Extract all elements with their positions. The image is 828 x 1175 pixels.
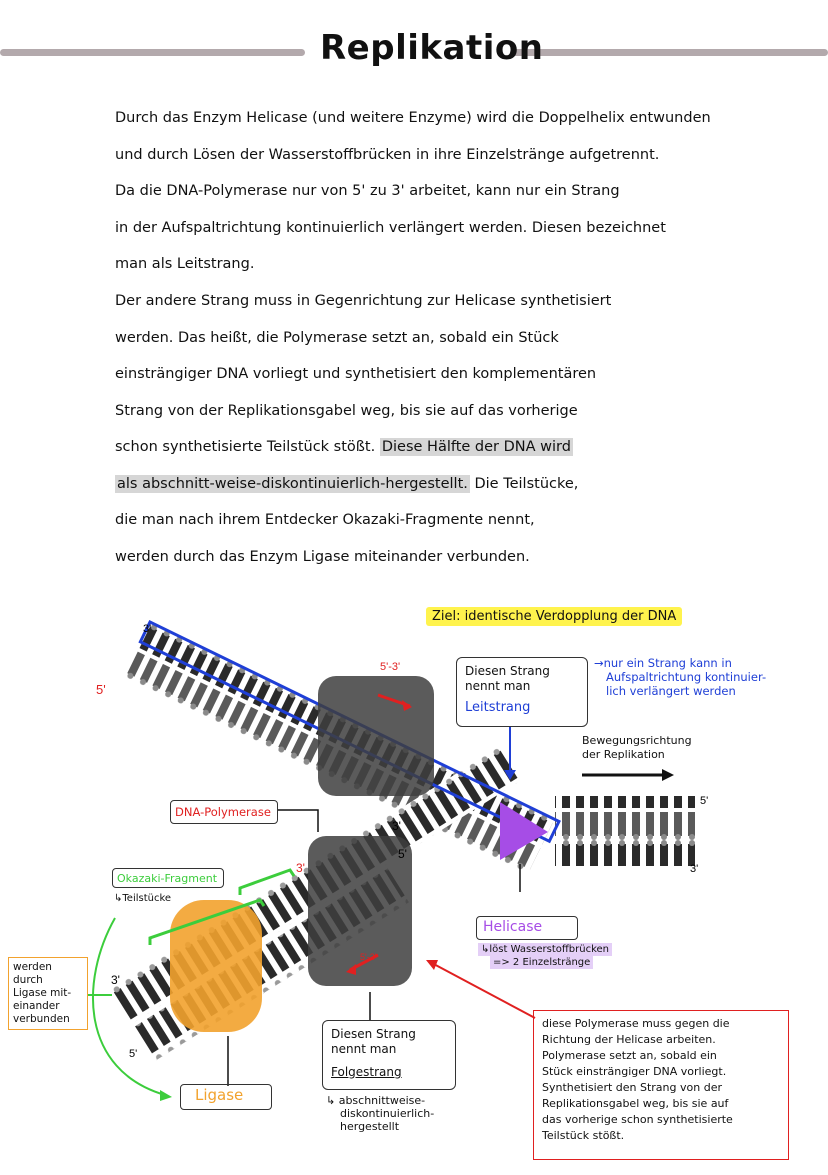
note-line: Stück einsträngiger DNA vorliegt. [542, 1065, 727, 1078]
p1-line: Da die DNA-Polymerase nur von 5' zu 3' arbeitet, kann nur ein Strang [115, 183, 620, 199]
folge-note [326, 1094, 434, 1133]
prime-label: 5' [96, 682, 106, 697]
helicase-label: Helicase [476, 916, 578, 940]
movement-arrowhead [662, 769, 674, 781]
prime-label: 3' [143, 623, 152, 635]
p2-line [115, 429, 735, 466]
p2-line: werden. Das heißt, die Polymerase setzt an, sobald ein Stück [115, 329, 559, 346]
p2-line: Strang von der Replikationsgabel weg, bis sie auf das vorherige [115, 402, 578, 419]
p2-line: Der andere Strang muss in Gegenrichtung zur Helicase synthetisiert [115, 293, 612, 309]
replication-diagram [0, 600, 828, 1171]
p1-line: man als Leitstrang. [115, 256, 255, 272]
note-line: →nur ein Strang kann in [594, 656, 732, 670]
note-line: Synthetisiert den Strang von der [542, 1081, 722, 1094]
box-text: Diesen Strang [465, 664, 550, 678]
movement-label [582, 734, 692, 762]
box-text: nennt man [465, 679, 531, 693]
leit-note [594, 656, 794, 698]
prime-label: 5'-3' [380, 661, 401, 673]
note-line: der Replikation [582, 748, 665, 761]
note-line: => 2 Einzelstränge [490, 956, 593, 969]
ligase-curve-arrowhead [160, 1090, 172, 1101]
note-line: diskontinuierlich- [340, 1107, 435, 1120]
note-line: Richtung der Helicase arbeiten. [542, 1033, 716, 1046]
red-note-pointer [430, 962, 535, 1018]
p2-text: schon synthetisierte Teilstück stößt. [115, 439, 376, 455]
prime-label: 3' [296, 861, 305, 875]
red-note [533, 1010, 789, 1160]
page-title: Replikation [320, 28, 544, 68]
note-line: Aufspaltrichtung kontinuier- [606, 670, 767, 684]
p2-line: werden durch das Enzym Ligase miteinander verbunden. [115, 548, 530, 565]
note-line: Teilstück stößt. [542, 1129, 625, 1142]
polymerase-upper [318, 676, 434, 796]
note-line: ↳ abschnittweise- [326, 1094, 426, 1107]
note-line: verbunden [13, 1013, 70, 1025]
note-line: Ligase mit- [13, 987, 72, 999]
note-line: werden durch [13, 961, 52, 986]
goal-label: Ziel: identische Verdopplung der DNA [426, 607, 682, 626]
prime-label: 3' [690, 863, 699, 875]
note-line: Polymerase setzt an, sobald ein [542, 1049, 717, 1062]
prime-label: 3' [111, 973, 120, 987]
helicase-note [478, 943, 612, 969]
okazaki-sub: ↳Teilstücke [114, 893, 172, 904]
p2-line: einsträngiger DNA vorliegt und synthetisiert den komplementären [115, 366, 597, 382]
note-line: diese Polymerase muss gegen die [542, 1017, 730, 1030]
okazaki-label: Okazaki-Fragment [112, 868, 224, 888]
p2-line [115, 466, 735, 503]
note-line: Replikationsgabel weg, bis sie auf [542, 1097, 729, 1110]
p2-text: Die Teilstücke, [474, 475, 579, 492]
polymerase-label: DNA-Polymerase [170, 800, 278, 824]
ligase-note [8, 957, 88, 1030]
highlight-text: Diese Hälfte der DNA wird [381, 439, 571, 455]
header-line-right [510, 49, 828, 56]
p1-line: Durch das Enzym Helicase (und weitere Enzyme) wird die Doppelhelix entwunden [115, 110, 711, 126]
polymerase-connector [278, 810, 318, 832]
prime-label: 5' [129, 1048, 138, 1060]
note-line: ↳löst Wasserstoffbrücken [478, 943, 612, 956]
prime-label: 5' [700, 795, 709, 807]
folgestrang-answer: Folgestrang [331, 1065, 402, 1079]
box-text: nennt man [331, 1042, 397, 1056]
note-line: hergestellt [340, 1120, 400, 1133]
note-line: einander [13, 1000, 60, 1012]
prime-label: 5'-3' [360, 952, 377, 962]
highlight-text: als abschnitt-weise-diskontinuierlich-hergestellt. [117, 475, 468, 492]
leitstrang-box [456, 657, 588, 727]
ligase-shape [170, 900, 262, 1032]
paragraph-2 [115, 283, 735, 575]
header-line-left [0, 49, 305, 56]
note-line: Bewegungsrichtung [582, 734, 692, 747]
note-line: lich verlängert werden [606, 684, 736, 698]
parent-helix [555, 796, 695, 866]
folgestrang-box [322, 1020, 456, 1090]
note-line: das vorherige schon synthetisierte [542, 1113, 733, 1126]
ligase-label: Ligase [180, 1084, 272, 1110]
leitstrang-answer: Leitstrang [465, 700, 531, 715]
prime-label: 5' [398, 847, 407, 861]
box-text: Diesen Strang [331, 1027, 416, 1041]
p1-line: und durch Lösen der Wasserstoffbrücken in ihre Einzelstränge aufgetrennt. [115, 146, 660, 163]
prime-label: 3' [392, 819, 401, 833]
p1-line: in der Aufspaltrichtung kontinuierlich verlängert werden. Diesen bezeichnet [115, 219, 666, 236]
paragraph-1 [115, 100, 735, 283]
p2-line: die man nach ihrem Entdecker Okazaki-Fragmente nennt, [115, 512, 535, 528]
